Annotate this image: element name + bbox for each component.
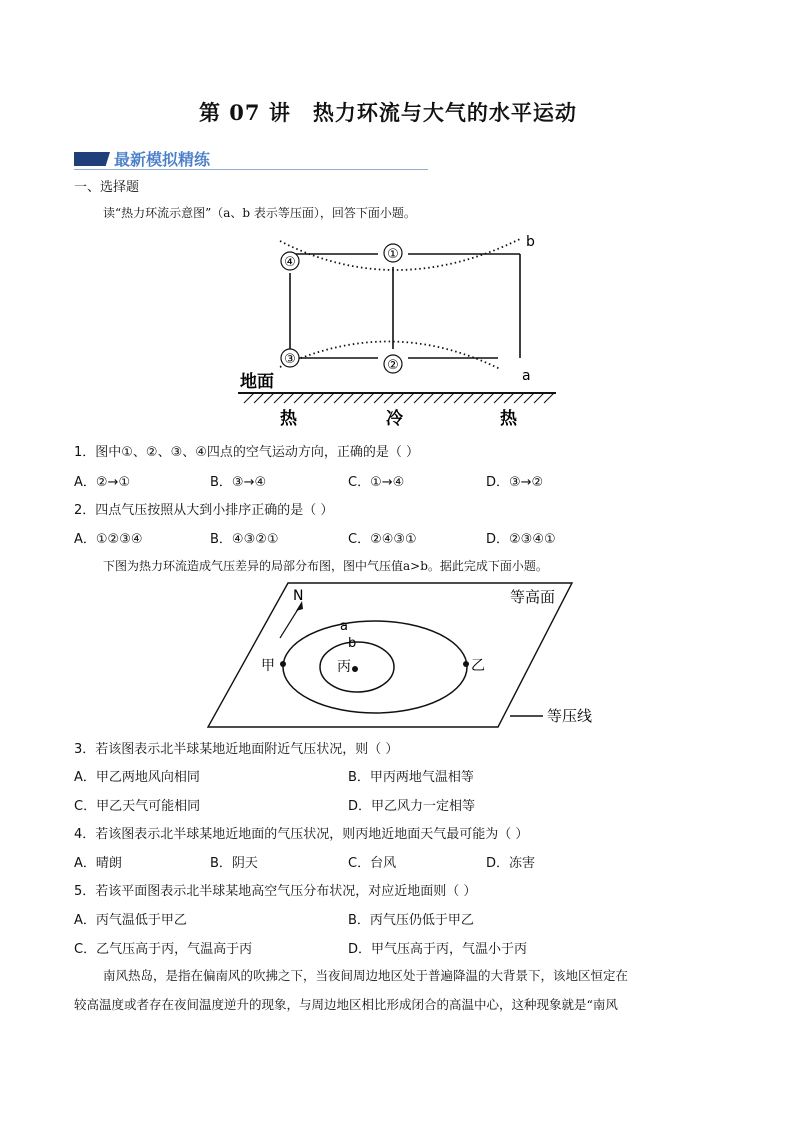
q5-option-a[interactable]: A．丙气温低于甲乙 xyxy=(74,913,187,928)
isobar-b-label: b xyxy=(348,636,357,651)
q1-option-a[interactable]: A．②→① xyxy=(74,475,131,490)
q2-option-b[interactable]: B．④③②① xyxy=(210,532,279,547)
hot-right-label: 热 xyxy=(500,409,517,429)
q2-option-c[interactable]: C．②④③① xyxy=(348,532,417,547)
q3-option-c[interactable]: C．甲乙天气可能相同 xyxy=(74,799,201,814)
q1-option-d[interactable]: D．③→② xyxy=(486,475,544,490)
q5-option-d[interactable]: D．甲气压高于丙，气温小于丙 xyxy=(348,942,528,957)
q4-option-b[interactable]: B．阴天 xyxy=(210,856,258,871)
ground-label: 地面 xyxy=(240,372,274,392)
ground-hatching xyxy=(244,393,554,403)
cold-label: 冷 xyxy=(386,409,403,429)
q5-option-c[interactable]: C．乙气压高于丙，气温高于丙 xyxy=(74,942,253,957)
intro-1: 读“热力环流示意图”（a、b 表示等压面），回答下面小题。 xyxy=(103,206,416,220)
section-heading: 一、选择题 xyxy=(74,180,140,195)
surface-a-label: a xyxy=(522,368,531,384)
north-label: N xyxy=(293,588,304,604)
plane-label: 等高面 xyxy=(510,588,556,606)
q4-stem: 4．若该图表示北半球某地近地面的气压状况，则丙地近地面天气最可能为（ ） xyxy=(74,827,529,842)
hot-left-label: 热 xyxy=(280,409,297,429)
thermal-circulation-diagram xyxy=(230,225,570,430)
q2-option-a[interactable]: A．①②③④ xyxy=(74,532,143,547)
q1-option-b[interactable]: B．③→④ xyxy=(210,475,267,490)
q2-option-d[interactable]: D．②③④① xyxy=(486,532,556,547)
q4-option-d[interactable]: D．冻害 xyxy=(486,856,536,871)
isobar-a xyxy=(283,621,467,713)
q2-stem: 2．四点气压按照从大到小排序正确的是（ ） xyxy=(74,503,334,518)
q4-option-a[interactable]: A．晴朗 xyxy=(74,856,122,871)
page-title: 第 07 讲 热力环流与大气的水平运动 xyxy=(199,100,577,125)
point-bing-label: 丙 xyxy=(337,659,351,675)
q3-option-b[interactable]: B．甲丙两地气温相等 xyxy=(348,770,474,785)
legend-label: 等压线 xyxy=(547,707,593,725)
isobar-plane-diagram xyxy=(200,580,610,735)
isobar-a-label: a xyxy=(340,619,348,634)
surface-b-label: b xyxy=(526,234,535,250)
q3-option-d[interactable]: D．甲乙风力一定相等 xyxy=(348,799,476,814)
q3-option-a[interactable]: A．甲乙两地风向相同 xyxy=(74,770,200,785)
q1-option-c[interactable]: C．①→④ xyxy=(348,475,405,490)
point-jia-label: 甲 xyxy=(261,658,275,674)
banner-text: 最新模拟精练 xyxy=(114,150,211,169)
point-1-label: ① xyxy=(387,247,399,262)
point-yi-label: 乙 xyxy=(471,658,485,674)
q5-option-b[interactable]: B．丙气压仍低于甲乙 xyxy=(348,913,474,928)
banner-rule xyxy=(74,169,428,170)
point-3-label: ③ xyxy=(284,352,296,367)
q5-stem: 5．若该平面图表示北半球某地高空气压分布状况，对应近地面则（ ） xyxy=(74,884,477,899)
point-4-label: ④ xyxy=(284,255,296,270)
q1-stem: 1．图中①、②、③、④四点的空气运动方向，正确的是（ ） xyxy=(74,445,420,460)
point-2-label: ② xyxy=(387,358,399,373)
q3-stem: 3．若该图表示北半球某地近地面附近气压状况，则（ ） xyxy=(74,742,399,757)
passage-line-2: 较高温度或者存在夜间温度逆升的现象，与周边地区相比形成闭合的高温中心，这种现象就是“南风 xyxy=(74,997,618,1012)
intro-2: 下图为热力环流造成气压差异的局部分布图，图中气压值a>b。据此完成下面小题。 xyxy=(103,559,548,573)
passage-line-1: 南风热岛，是指在偏南风的吹拂之下，当夜间周边地区处于普遍降温的大背景下，该地区恒定在 xyxy=(103,968,629,983)
banner-bar xyxy=(74,152,110,166)
q4-option-c[interactable]: C．台风 xyxy=(348,856,397,871)
